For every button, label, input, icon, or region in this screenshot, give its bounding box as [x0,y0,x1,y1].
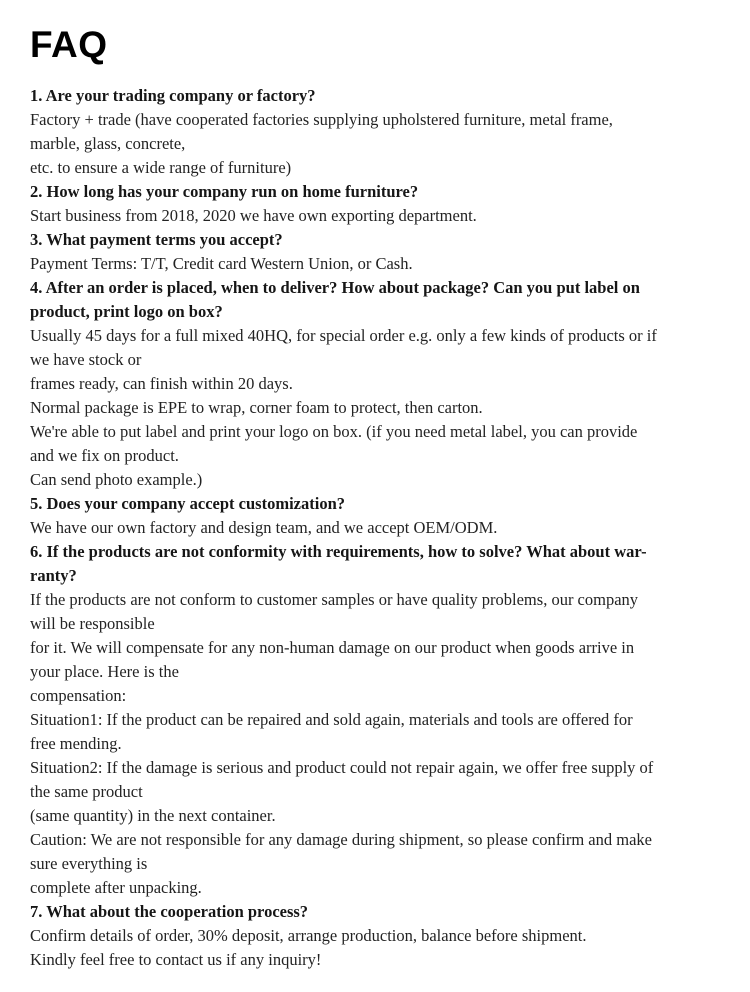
faq-answer-4: Usually 45 days for a full mixed 40HQ, for special order e.g. only a few kinds of products or if we have stock or frames ready, can finish within 20 days. Normal package is EPE to wrap, corner foam to protect, then carton. We're able to put label and print your logo on box. (if you need metal label, you can provide and we fix on product. Can send photo example.) [30,326,657,489]
faq-question-1: 1. Are your trading company or factory? [30,86,316,105]
faq-question-3: 3. What payment terms you accept? [30,230,283,249]
faq-answer-1: Factory + trade (have cooperated factories supplying upholstered furniture, metal frame, marble, glass, concrete, etc. to ensure a wide range of furniture) [30,110,613,177]
faq-answer-2: Start business from 2018, 2020 we have own exporting department. [30,206,477,225]
faq-answer-3: Payment Terms: T/T, Credit card Western Union, or Cash. [30,254,413,273]
faq-list [30,84,736,972]
faq-item-4 [30,276,736,492]
faq-item-7 [30,900,736,972]
faq-question-6: 6. If the products are not conformity with requirements, how to solve? What about war- ranty? [30,542,647,585]
faq-question-4: 4. After an order is placed, when to deliver? How about package? Can you put label on product, print logo on box? [30,278,640,321]
page-title: FAQ [30,24,108,65]
faq-question-2: 2. How long has your company run on home furniture? [30,182,419,201]
faq-answer-5: We have our own factory and design team, and we accept OEM/ODM. [30,518,498,537]
faq-item-5 [30,492,736,540]
faq-item-3 [30,228,736,276]
faq-item-1 [30,84,736,180]
faq-item-2 [30,180,736,228]
faq-item-6 [30,540,736,900]
faq-answer-7: Confirm details of order, 30% deposit, arrange production, balance before shipment. Kindly feel free to contact us if any inquiry! [30,926,587,969]
faq-question-5: 5. Does your company accept customization? [30,494,345,513]
faq-answer-6: If the products are not conform to customer samples or have quality problems, our company will be responsible for it. We will compensate for any non-human damage on our product when goods arrive in your place. Here is the compensation: Situation1: If the product can be repaired and sold again, materials and tools are offered for free mending. Situation2: If the damage is serious and product could not repair again, we offer free supply of the same product (same quantity) in the next container. Caution: We are not responsible for any damage during shipment, so please confirm and make sure everything is complete after unpacking. [30,590,654,897]
faq-question-7: 7. What about the cooperation process? [30,902,309,921]
